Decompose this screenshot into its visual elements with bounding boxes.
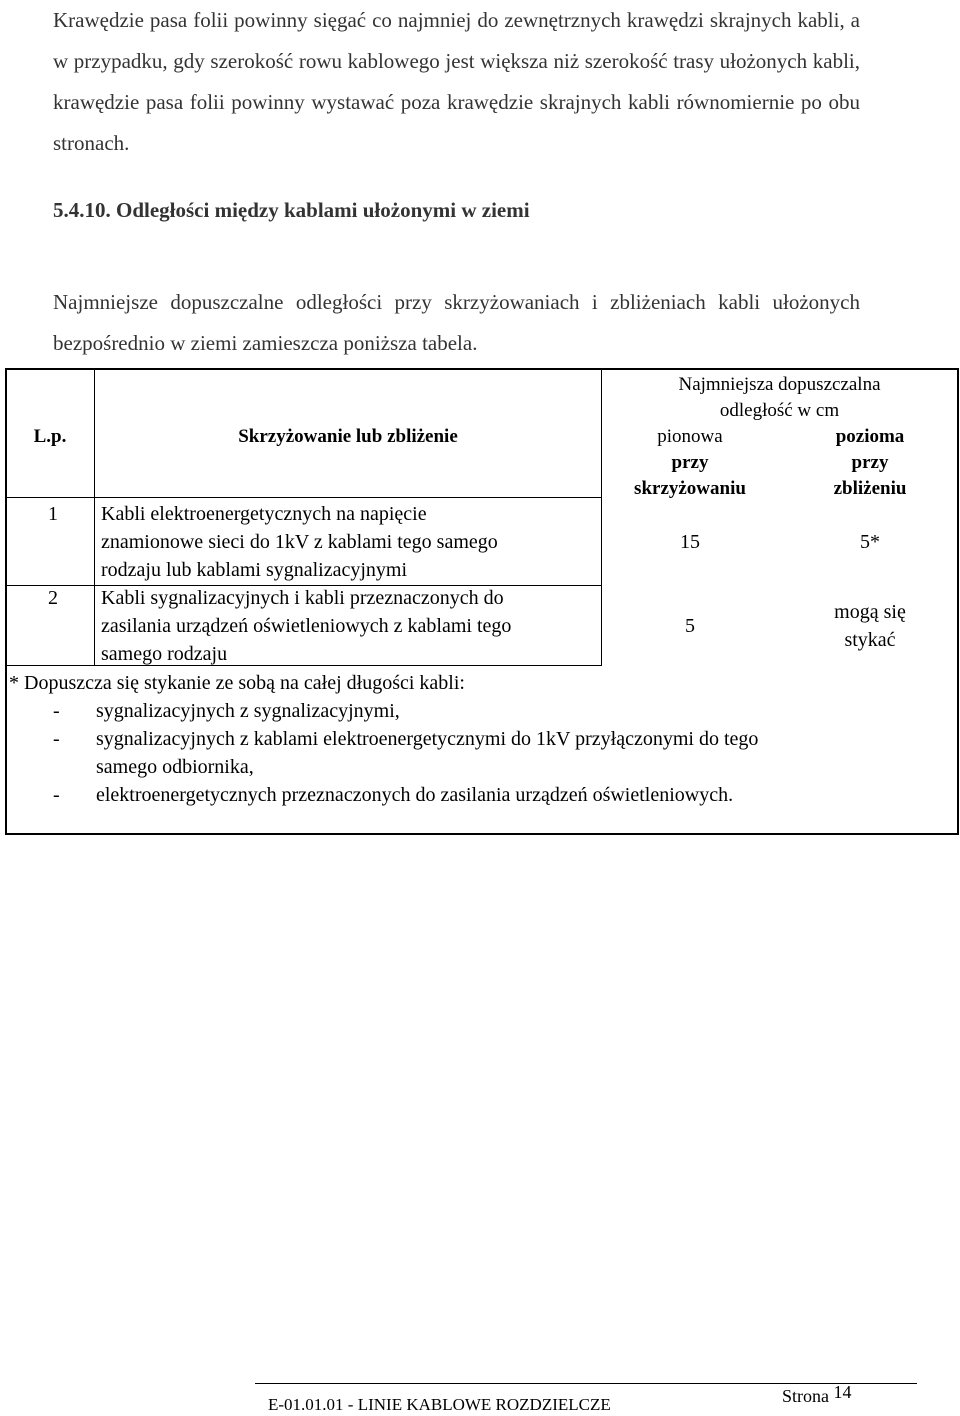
header-min-distance-1: Najmniejsza dopuszczalna (678, 374, 881, 395)
header-crossing: Skrzyżowanie lub zbliżenie (238, 426, 458, 447)
note-bullet-2: - (53, 728, 60, 750)
intro-paragraph: Krawędzie pasa folii powinny sięgać co najmniej do zewnętrznych krawędzi skrajnych kabli, a w przypadku, gdy szerokość rowu kablowego jest większa niż szerokość trasy ułożonych kabli, krawędzie pasa folii powinny wystawać poza krawędzie skrajnych kabli równomiernie po obu stronach. (53, 8, 860, 155)
note-title: * Dopuszcza się stykanie ze sobą na całej długości kabli: (9, 672, 465, 694)
note-item-2b: samego odbiornika, (96, 756, 254, 778)
section-heading: 5.4.10. Odległości między kablami ułożonymi w ziemi (53, 198, 530, 222)
note-item-1: sygnalizacyjnych z sygnalizacyjnymi, (96, 700, 400, 722)
header-vertical-3: skrzyżowaniu (634, 478, 746, 499)
header-horizontal-1: pozioma (835, 426, 905, 447)
header-min-distance-2: odległość w cm (719, 400, 840, 421)
row2-horizontal-2: stykać (844, 629, 896, 651)
row2-vertical: 5 (685, 615, 695, 637)
header-horizontal-2: przy (851, 452, 889, 473)
row2-horizontal-1: mogą się (834, 601, 906, 623)
row2-desc-1: Kabli sygnalizacyjnych i kabli przeznaczonych do (101, 587, 504, 609)
table-border-top (5, 368, 959, 370)
section-paragraph: Najmniejsze dopuszczalne odległości przy skrzyżowaniach i zbliżeniach kabli ułożonych bezpośrednio w ziemi zamieszcza poniższa tabela. (53, 290, 860, 355)
note-bullet-1: - (53, 700, 60, 722)
table-border-left (5, 368, 7, 835)
note-item-2a: sygnalizacyjnych z kablami elektroenergetycznymi do 1kV przyłączonymi do tego (96, 728, 759, 750)
page-number-value: 14 (833, 1382, 852, 1402)
row1-lp: 1 (48, 503, 58, 525)
header-vertical-2: przy (671, 452, 709, 473)
page-number (782, 1382, 852, 1407)
row2-desc-3: samego rodzaju (101, 643, 228, 665)
row1-desc-1: Kabli elektroenergetycznych na napięcie (101, 503, 427, 525)
row1-desc-3: rodzaju lub kablami sygnalizacyjnymi (101, 559, 408, 581)
table-border-bottom (5, 833, 959, 835)
header-horizontal-3: zbliżeniu (833, 478, 907, 499)
distance-table (5, 368, 959, 835)
row1-vertical: 15 (680, 531, 700, 553)
row2-desc-2: zasilania urządzeń oświetleniowych z kablami tego (101, 615, 512, 637)
header-lp: L.p. (33, 426, 67, 447)
row2-lp: 2 (48, 587, 58, 609)
row1-desc-2: znamionowe sieci do 1kV z kablami tego samego (101, 531, 498, 553)
note-bullet-3: - (53, 784, 60, 806)
note-item-3: elektroenergetycznych przeznaczonych do zasilania urządzeń oświetleniowych. (96, 784, 734, 806)
col-sep-lp (94, 368, 95, 666)
page-label: Strona (782, 1386, 829, 1406)
footer-rule (255, 1383, 917, 1384)
header-vertical-1: pionowa (657, 426, 723, 447)
row1-horizontal: 5* (860, 531, 880, 553)
footer-doc-code: E-01.01.01 - LINIE KABLOWE ROZDZIELCZE (268, 1395, 611, 1414)
